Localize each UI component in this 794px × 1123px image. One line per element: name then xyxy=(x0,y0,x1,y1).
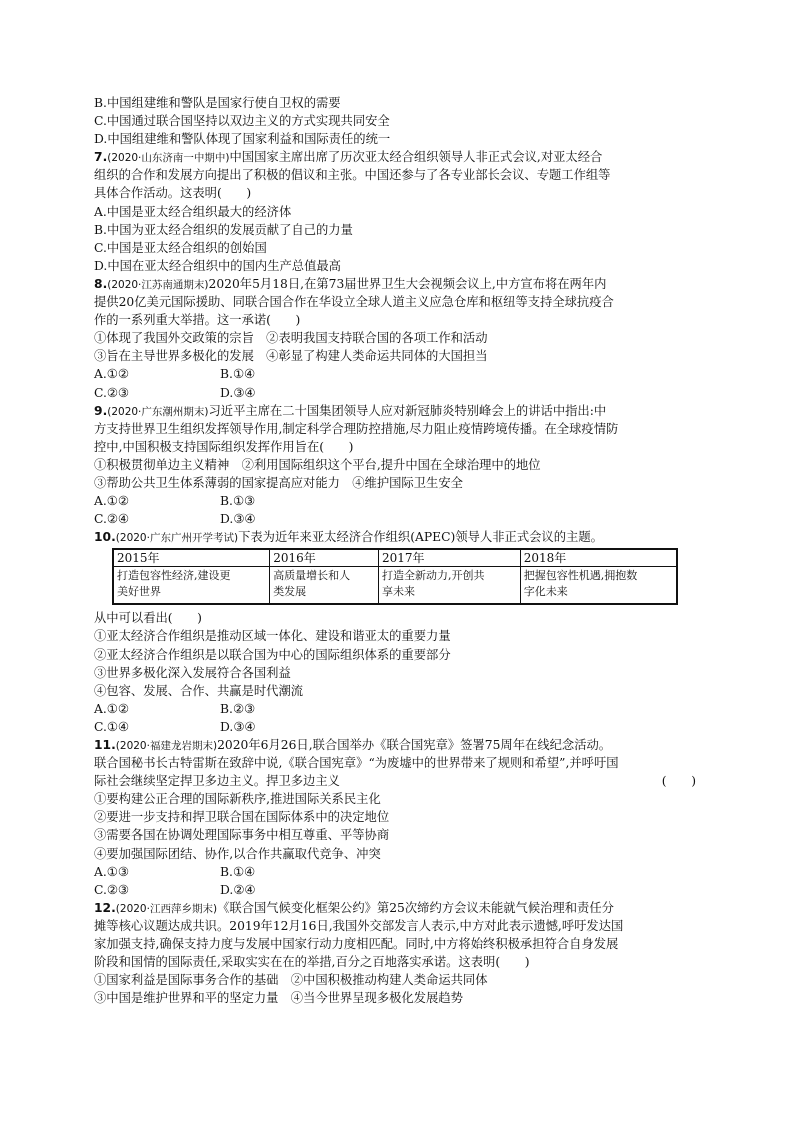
q9-options-row-1 xyxy=(94,492,700,510)
q11-number: 11 xyxy=(94,738,112,752)
table-year-2015: 2015年 xyxy=(113,549,270,567)
q11-item-3: ③需要各国在协调处理国际事务中相互尊重、平等协商 xyxy=(94,828,390,843)
q12-stem-line-1: 12.(2020·江西萍乡期末)《联合国气候变化框架公约》第25次缔约方会议未能就气候治理和责任分 xyxy=(94,900,614,915)
q9-stem-line-1: 9.(2020·广东潮州期末)习近平主席在二十国集团领导人应对新冠肺炎特别峰会上的讲话中指出:中 xyxy=(94,403,607,418)
q6-option-c: C.中国通过联合国坚持以双边主义的方式实现共同安全 xyxy=(94,114,390,129)
q6-option-d: D.中国组建维和警队体现了国家利益和国际责任的统一 xyxy=(94,132,391,147)
q10-prompt: 从中可以看出( ) xyxy=(94,611,202,626)
q8-item-line-1: ①体现了我国外交政策的宗旨 ②表明我国支持联合国的各项工作和活动 xyxy=(94,331,488,346)
q7-stem-line-2: 组织的合作和发展方向提出了积极的倡议和主张。中国还参与了各专业部长会议、专题工作组等 xyxy=(94,168,611,183)
q10-source: (2020·广东广州开学考试) xyxy=(115,532,239,545)
table-year-2017: 2017年 xyxy=(378,549,520,567)
q7-stem-line-3: 具体合作活动。这表明( ) xyxy=(94,186,252,201)
q8-options-row-1 xyxy=(94,365,700,383)
q7-source: (2020·山东济南一中期中) xyxy=(107,152,230,165)
q10-number: 10 xyxy=(94,530,112,545)
q11-option-a: A.①③ xyxy=(94,864,129,879)
q7-number: 7 xyxy=(94,150,103,165)
q7-stem-line-1: 7.(2020·山东济南一中期中)中国国家主席出席了历次亚太经合组织领导人非正式会议,对亚太经合 xyxy=(94,150,603,165)
q10-options-row-1 xyxy=(94,700,700,718)
q10-item-3: ③世界多极化深入发展符合各国利益 xyxy=(94,665,291,680)
q8-options-row-2 xyxy=(94,384,700,402)
q11-source: (2020·福建龙岩期末) xyxy=(115,740,218,752)
table-theme-2018: 把握包容性机遇,拥抱数 字化未来 xyxy=(520,567,677,605)
q11-option-d: D.②④ xyxy=(220,882,256,897)
q10-item-4: ④包容、发展、合作、共赢是时代潮流 xyxy=(94,683,304,698)
q10-option-b: B.②③ xyxy=(220,701,255,716)
q9-item-line-1: ①积极贯彻单边主义精神 ②利用国际组织这个平台,提升中国在全球治理中的地位 xyxy=(94,457,541,472)
q9-option-c: C.②④ xyxy=(94,512,129,527)
q11-stem-line-2: 联合国秘书长古特雷斯在致辞中说,《联合国宪章》“为废墟中的世界带来了规则和希望”,并呼吁国 xyxy=(94,756,619,771)
page-content xyxy=(94,94,700,1007)
q9-option-b: B.①③ xyxy=(220,494,255,509)
q9-option-d: D.③④ xyxy=(220,512,256,527)
q8-stem-line-2: 提供20亿美元国际援助、同联合国合作在华设立全球人道主义应急仓库和枢纽等支持全球抗疫合 xyxy=(94,295,614,310)
q8-option-a: A.①② xyxy=(94,367,129,382)
q10-option-c: C.①④ xyxy=(94,719,129,734)
q8-option-c: C.②③ xyxy=(94,385,129,400)
table-theme-2015: 打造包容性经济,建设更 美好世界 xyxy=(113,567,270,605)
q9-item-line-2: ③帮助公共卫生体系薄弱的国家提高应对能力 ④维护国际卫生安全 xyxy=(94,475,463,490)
q12-stem-line-3: 家加强支持,确保支持力度与发展中国家行动力度相匹配。同时,中方将始终积极承担符合自身发展 xyxy=(94,937,619,952)
q12-item-line-1: ①国家利益是国际事务合作的基础 ②中国积极推动构建人类命运共同体 xyxy=(94,973,488,988)
q9-option-a: A.①② xyxy=(94,494,129,509)
q7-option-d: D.中国在亚太经合组织中的国内生产总值最高 xyxy=(94,258,341,273)
q11-stem-line-3: 际社会继续坚定捍卫多边主义。捍卫多边主义 ( ) xyxy=(94,772,700,790)
q11-item-4: ④要加强国际团结、协作,以合作共赢取代竞争、冲突 xyxy=(94,846,381,861)
q8-stem-line-1: 8.(2020·江苏南通期末)2020年5月18日,在第73届世界卫生大会视频会议上,中方宣布将在两年内 xyxy=(94,276,607,291)
q8-option-d: D.③④ xyxy=(220,385,256,400)
q12-stem-line-2: 摊等核心议题达成共识。2019年12月16日,我国外交部发言人表示,中方对此表示遗憾,呼吁发达国 xyxy=(94,918,624,933)
q11-stem-line-1: 11.(2020·福建龙岩期末)2020年6月26日,联合国举办《联合国宪章》签署75周年在线纪念活动。 xyxy=(94,738,612,752)
table-header-row xyxy=(113,549,677,567)
q10-option-d: D.③④ xyxy=(220,719,256,734)
q12-number: 12 xyxy=(94,900,112,915)
q8-option-b: B.①④ xyxy=(220,367,255,382)
q9-options-row-2 xyxy=(94,510,700,528)
q9-source: (2020·广东潮州期末) xyxy=(107,405,209,418)
q10-option-a: A.①② xyxy=(94,701,129,716)
q8-source: (2020·江苏南通期末) xyxy=(107,278,209,291)
q10-item-1: ①亚太经济合作组织是推动区域一体化、建设和谐亚太的重要力量 xyxy=(94,629,451,644)
q12-stem-line-4: 阶段和国情的国际责任,采取实实在在的举措,百分之百地落实承诺。这表明( ) xyxy=(94,955,530,970)
q11-option-b: B.①④ xyxy=(220,864,255,879)
q7-option-b: B.中国为亚太经合组织的发展贡献了自己的力量 xyxy=(94,222,353,237)
table-year-2018: 2018年 xyxy=(520,549,677,567)
q6-option-b: B.中国组建维和警队是国家行使自卫权的需要 xyxy=(94,96,341,110)
q11-options-row-1 xyxy=(94,863,700,881)
q11-item-1: ①要构建公正合理的国际新秩序,推进国际关系民主化 xyxy=(94,792,381,807)
q9-stem-line-2: 方支持世界卫生组织发挥领导作用,制定科学合理防控措施,尽力阻止疫情跨境传播。在全球疫情防 xyxy=(94,421,619,436)
q8-item-line-2: ③旨在主导世界多极化的发展 ④彰显了构建人类命运共同体的大国担当 xyxy=(94,349,488,364)
q10-options-row-2 xyxy=(94,718,700,736)
q10-item-2: ②亚太经济合作组织是以联合国为中心的国际组织体系的重要部分 xyxy=(94,647,451,662)
q11-item-2: ②要进一步支持和捍卫联合国在国际体系中的决定地位 xyxy=(94,810,390,825)
q11-option-c: C.②③ xyxy=(94,882,129,897)
q9-number: 9 xyxy=(94,403,103,418)
table-theme-2016: 高质量增长和人 类发展 xyxy=(270,567,379,605)
q12-source: (2020·江西萍乡期末) xyxy=(115,902,218,915)
q8-stem-line-3: 作的一系列重大举措。这一承诺( ) xyxy=(94,313,301,328)
q11-options-row-2 xyxy=(94,881,700,899)
q10-stem-line-1: 10.(2020·广东广州开学考试)下表为近年来亚太经济合作组织(APEC)领导人非正式会议的主题。 xyxy=(94,530,603,545)
table-theme-row xyxy=(113,567,677,605)
q9-stem-line-3: 控中,中国积极支持国际组织发挥作用旨在( ) xyxy=(94,439,354,454)
table-year-2016: 2016年 xyxy=(270,549,379,567)
q7-option-c: C.中国是亚太经合组织的创始国 xyxy=(94,240,267,255)
q7-option-a: A.中国是亚太经合组织最大的经济体 xyxy=(94,204,292,219)
q11-answer-paren: ( ) xyxy=(661,774,696,789)
table-theme-2017: 打造全新动力,开创共 享未来 xyxy=(378,567,520,605)
q12-item-line-2: ③中国是维护世界和平的坚定力量 ④当今世界呈现多极化发展趋势 xyxy=(94,991,463,1006)
q8-number: 8 xyxy=(94,276,103,291)
apec-theme-table xyxy=(112,548,678,605)
